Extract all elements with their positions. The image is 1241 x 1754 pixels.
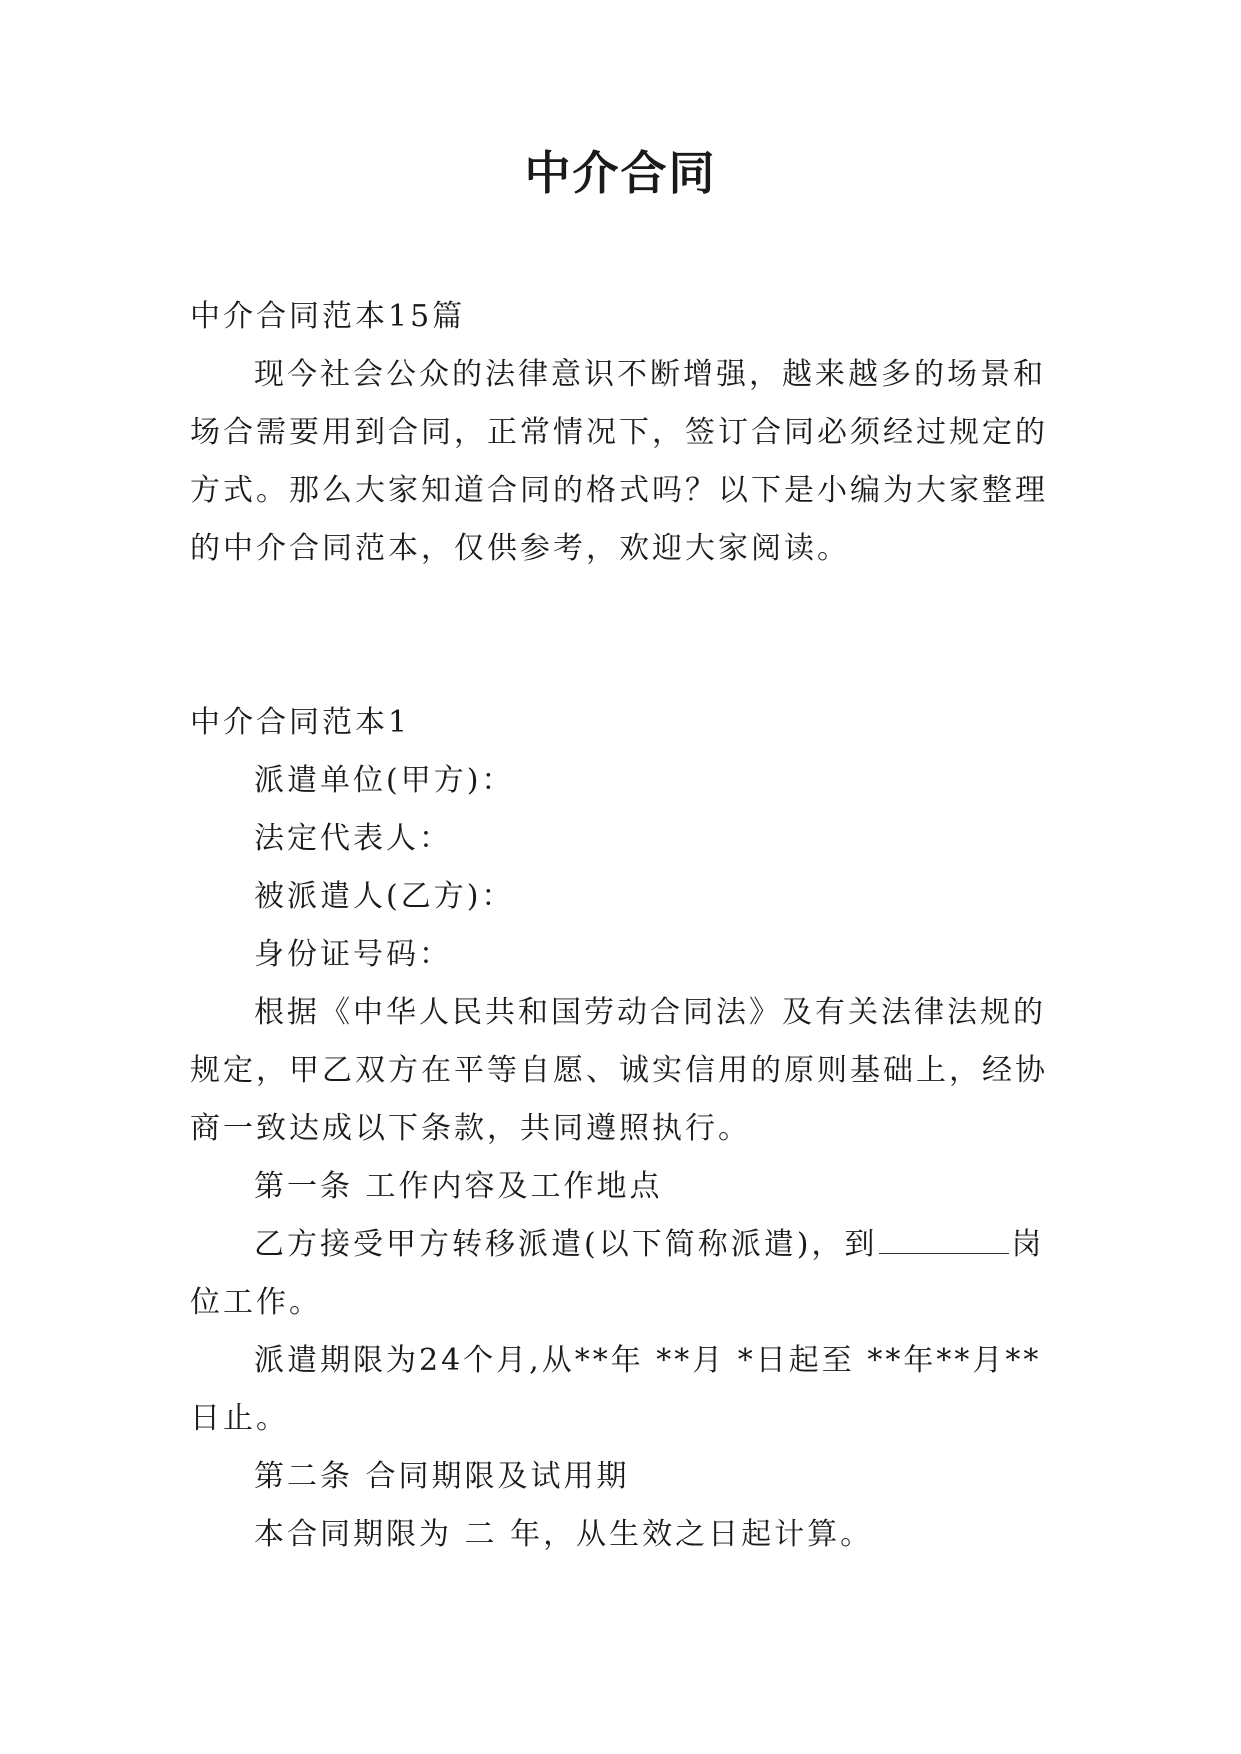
id-number-line: 身份证号码： bbox=[254, 937, 452, 972]
article1-heading: 第一条 工作内容及工作地点 bbox=[254, 1169, 663, 1204]
intro-paragraph: 现今社会公众的法律意识不断增强，越来越多的场景和场合需要用到合同，正常情况下，签订合同必须经过规定的方式。那么大家知道合同的格式吗？以下是小编为大家整理的中介合同范本，仅供参考，欢迎大家阅读。 bbox=[190, 357, 1048, 566]
article2-heading: 第二条 合同期限及试用期 bbox=[254, 1459, 630, 1494]
article1-text-before: 乙方接受甲方转移派遣(以下简称派遣)，到 bbox=[254, 1227, 878, 1262]
document-title: 中介合同 bbox=[524, 146, 717, 200]
intro-heading: 中介合同范本15篇 bbox=[190, 299, 466, 334]
document-body bbox=[190, 288, 1050, 1564]
legal-rep-line: 法定代表人： bbox=[254, 821, 452, 856]
section-spacer bbox=[190, 578, 1050, 694]
sample-heading: 中介合同范本1 bbox=[190, 705, 411, 740]
article1-paragraph1 bbox=[190, 1216, 1050, 1332]
article2-paragraph1: 本合同期限为 二 年，从生效之日起计算。 bbox=[254, 1517, 874, 1552]
article1-text-after: 岗位工作。 bbox=[190, 1227, 1045, 1320]
party-b-line: 被派遣人(乙方)： bbox=[254, 879, 515, 914]
party-a-line: 派遣单位(甲方)： bbox=[254, 763, 515, 798]
basis-paragraph: 根据《中华人民共和国劳动合同法》及有关法律法规的规定，甲乙双方在平等自愿、诚实信用的原则基础上，经协商一致达成以下条款，共同遵照执行。 bbox=[190, 995, 1048, 1146]
fill-in-blank bbox=[879, 1225, 1009, 1254]
article1-paragraph2: 派遣期限为24个月,从**年 **月 *日起至 **年**月**日止。 bbox=[190, 1343, 1042, 1436]
